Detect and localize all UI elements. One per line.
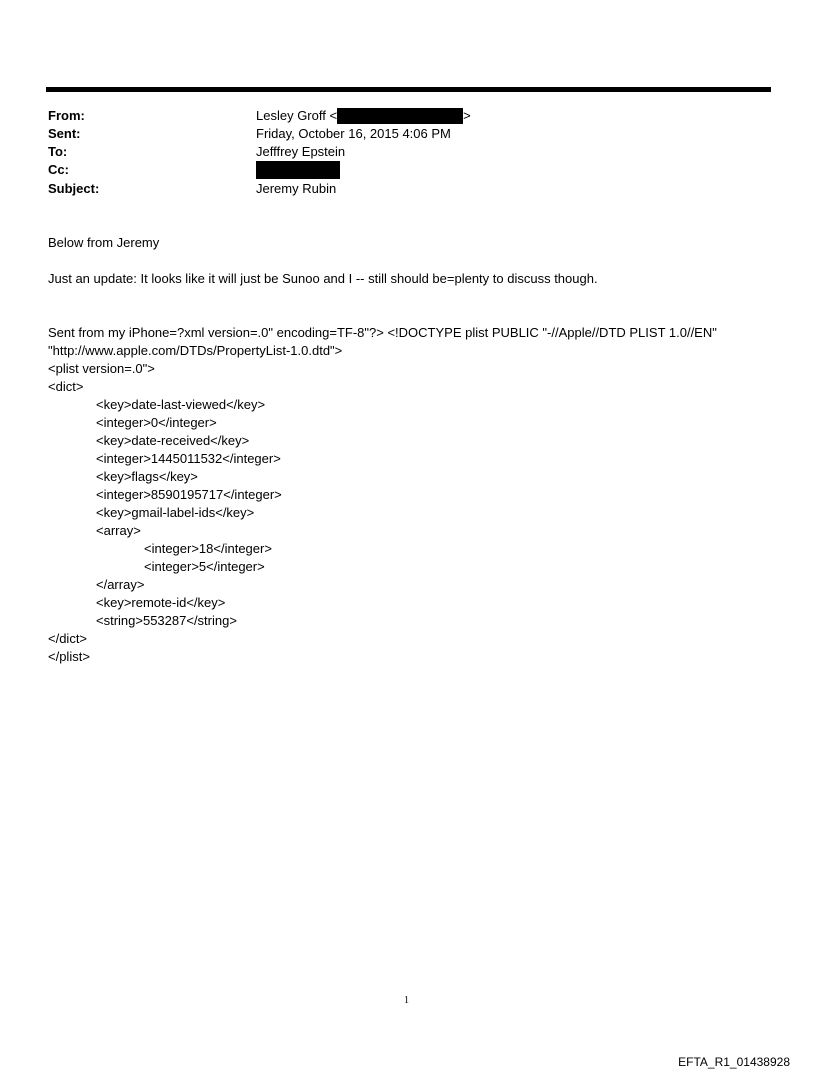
cc-value — [256, 161, 340, 179]
plist-line: </plist> — [48, 649, 90, 664]
plist-line: <plist version=.0"> — [48, 361, 155, 376]
subject-value: Jeremy Rubin — [256, 181, 337, 196]
signature-line: Sent from my iPhone=?xml version=.0" encoding=TF-8"?> <!DOCTYPE plist PUBLIC "-//Apple//DTD PLIST 1.0//EN" — [48, 325, 717, 340]
from-value — [256, 107, 471, 125]
plist-line: <key>remote-id</key> — [96, 595, 226, 610]
cc-row — [48, 161, 768, 179]
plist-line: <key>date-received</key> — [96, 433, 250, 448]
redacted-email-block — [337, 108, 463, 124]
to-value: Jefffrey Epstein — [256, 144, 346, 159]
body-update: Just an update: It looks like it will just be Sunoo and I -- still should be=plenty to discuss though. — [48, 271, 598, 286]
plist-line: </dict> — [48, 631, 88, 646]
plist-line: <integer>1445011532</integer> — [96, 451, 281, 466]
from-label: From: — [48, 108, 85, 123]
bates-number: EFTA_R1_01438928 — [678, 1055, 790, 1069]
plist-line: <key>flags</key> — [96, 469, 198, 484]
plist-line: <integer>8590195717</integer> — [96, 487, 282, 502]
cc-label: Cc: — [48, 162, 69, 177]
to-label: To: — [48, 144, 68, 159]
plist-line: <array> — [96, 523, 141, 538]
plist-line: <dict> — [48, 379, 84, 394]
from-close-bracket: > — [463, 108, 471, 123]
to-row — [48, 143, 768, 161]
sent-label: Sent: — [48, 126, 81, 141]
from-name: Lesley Groff < — [256, 108, 338, 123]
page-number: 1 — [404, 995, 409, 1006]
redacted-cc-block — [256, 161, 340, 179]
plist-line: </array> — [96, 577, 145, 592]
body-intro: Below from Jeremy — [48, 235, 160, 250]
plist-line: <key>date-last-viewed</key> — [96, 397, 266, 412]
plist-line: <integer>5</integer> — [144, 559, 265, 574]
plist-line: <string>553287</string> — [96, 613, 237, 628]
subject-row — [48, 180, 768, 198]
subject-label: Subject: — [48, 181, 100, 196]
plist-line: <integer>18</integer> — [144, 541, 272, 556]
from-row — [48, 107, 768, 125]
plist-line: <key>gmail-label-ids</key> — [96, 505, 255, 520]
dtd-line: "http://www.apple.com/DTDs/PropertyList-1.0.dtd"> — [48, 343, 343, 358]
header-divider — [46, 87, 771, 92]
plist-line: <integer>0</integer> — [96, 415, 217, 430]
sent-value: Friday, October 16, 2015 4:06 PM — [256, 126, 451, 141]
sent-row — [48, 125, 768, 143]
